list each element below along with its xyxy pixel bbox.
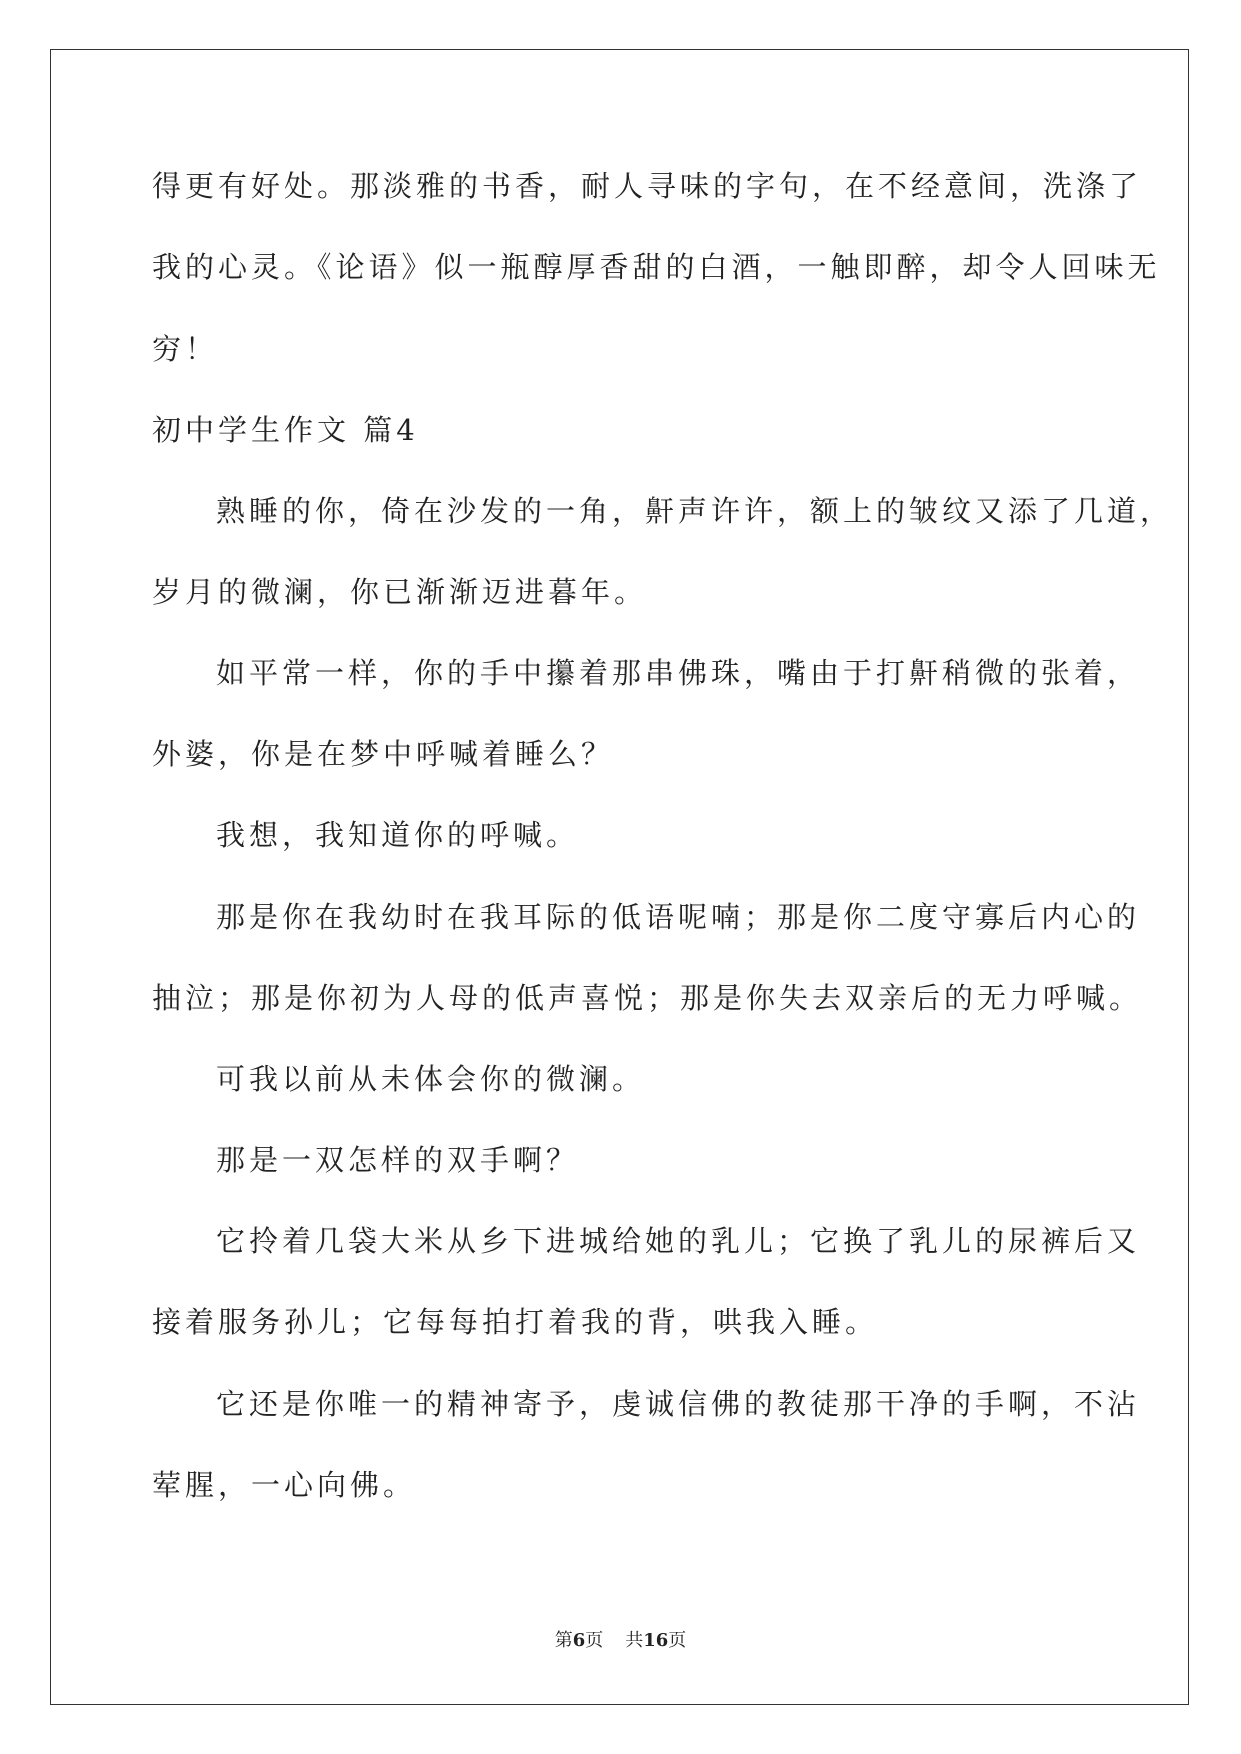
footer-page-suffix: 页 [585,1630,604,1651]
footer-total-pages: 16 [643,1630,669,1651]
body-line-11: 抽泣；那是你初为人母的低声喜悦；那是你失去双亲后的无力呼喊。 [152,981,1143,1015]
footer-page-number: 6 [572,1630,586,1651]
body-line-2: 我的心灵。《论语》似一瓶醇厚香甜的白酒，一触即醉，却令人回味无 [152,250,1161,284]
body-line-3: 穷！ [152,332,219,366]
footer-total-prefix: 共 [625,1630,644,1651]
body-line-5: 熟睡的你，倚在沙发的一角，鼾声许许，额上的皱纹又添了几道， [216,494,1174,528]
footer-total-suffix: 页 [668,1630,687,1651]
body-line-7: 如平常一样，你的手中攥着那串佛珠，嘴由于打鼾稍微的张着， [216,656,1141,690]
body-line-6: 岁月的微澜，你已渐渐迈进暮年。 [152,575,648,609]
page-footer [0,1629,1241,1653]
body-line-12: 可我以前从未体会你的微澜。 [216,1062,646,1096]
body-line-8: 外婆，你是在梦中呼喊着睡么？ [152,737,615,771]
page-border [50,49,1189,1705]
body-line-17: 荤腥，一心向佛。 [152,1468,417,1502]
body-line-9: 我想，我知道你的呼喊。 [216,818,580,852]
body-line-14: 它拎着几袋大米从乡下进城给她的乳儿；它换了乳儿的尿裤后又 [216,1224,1141,1258]
body-line-10: 那是你在我幼时在我耳际的低语呢喃；那是你二度守寡后内心的 [216,900,1141,934]
body-line-15: 接着服务孙儿；它每每拍打着我的背，哄我入睡。 [152,1305,879,1339]
body-line-13: 那是一双怎样的双手啊？ [216,1143,580,1177]
section-heading: 初中学生作文 篇4 [152,413,419,447]
body-line-1: 得更有好处。那淡雅的书香，耐人寻味的字句，在不经意间，洗涤了 [152,169,1143,203]
footer-page-prefix: 第 [554,1630,573,1651]
body-line-16: 它还是你唯一的精神寄予，虔诚信佛的教徒那干净的手啊，不沾 [216,1387,1141,1421]
